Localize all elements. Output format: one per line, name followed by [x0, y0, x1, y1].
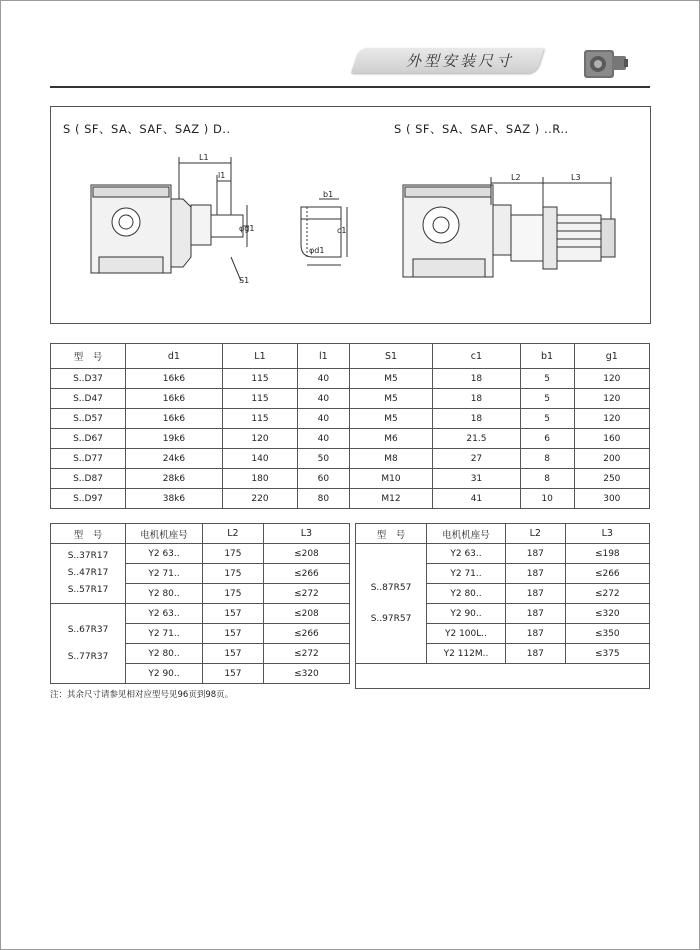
cell: 50	[298, 449, 350, 469]
cell: S..D67	[51, 429, 126, 449]
col-header-L2: L2	[506, 524, 566, 544]
cell: 157	[203, 624, 264, 644]
model-name: S..57R17	[67, 585, 109, 595]
cell: ≤272	[263, 644, 349, 664]
cell: 300	[574, 489, 649, 509]
col-header-d1: d1	[126, 344, 223, 369]
cell: Y2 90..	[126, 664, 203, 684]
cell: ≤208	[263, 544, 349, 564]
cell: S..D47	[51, 389, 126, 409]
cell: 18	[433, 409, 520, 429]
cell: 115	[222, 409, 297, 429]
cell: 24k6	[126, 449, 223, 469]
cell: ≤208	[263, 604, 349, 624]
gearbox-right-with-motor	[403, 185, 615, 277]
cell: 18	[433, 389, 520, 409]
cell: 60	[298, 469, 350, 489]
table-row-empty	[356, 664, 650, 689]
cell: 250	[574, 469, 649, 489]
cell: 27	[433, 449, 520, 469]
cell: 157	[203, 664, 264, 684]
table-header-row	[356, 524, 650, 544]
cell: Y2 100L..	[427, 624, 506, 644]
col-header-S1: S1	[349, 344, 433, 369]
table-header-row	[51, 524, 350, 544]
gearbox-left	[91, 185, 249, 273]
col-header-model: 型 号	[51, 344, 126, 369]
cell: 19k6	[126, 429, 223, 449]
dim-label-c1: c1	[337, 226, 347, 235]
cell: 157	[203, 604, 264, 624]
cell: Y2 112M..	[427, 644, 506, 664]
table-row	[51, 469, 650, 489]
cell: 28k6	[126, 469, 223, 489]
col-header-model: 型 号	[356, 524, 427, 544]
table-row	[51, 544, 350, 564]
cell: S..D77	[51, 449, 126, 469]
cell: Y2 80..	[126, 584, 203, 604]
dim-label-L3: L3	[571, 173, 581, 182]
cell: 175	[203, 564, 264, 584]
cell: 120	[574, 409, 649, 429]
cell: 220	[222, 489, 297, 509]
col-header-b1: b1	[520, 344, 574, 369]
cell: 40	[298, 429, 350, 449]
model-name: S..97R57	[370, 613, 412, 624]
cell: S..D37	[51, 369, 126, 389]
col-header-motor-frame: 电机机座号	[427, 524, 506, 544]
dim-label-l1: l1	[218, 171, 226, 180]
cell: 5	[520, 369, 574, 389]
cell: M5	[349, 369, 433, 389]
dim-label-L2: L2	[511, 173, 521, 182]
cell: ≤266	[565, 564, 649, 584]
cell: S..D57	[51, 409, 126, 429]
table-r17-r37-dimensions	[50, 523, 350, 684]
cell: Y2 71..	[427, 564, 506, 584]
cell: 157	[203, 644, 264, 664]
cell: 16k6	[126, 389, 223, 409]
dim-label-b1: b1	[323, 190, 334, 199]
model-group-cell	[356, 544, 427, 664]
cell: S..D87	[51, 469, 126, 489]
cell: 38k6	[126, 489, 223, 509]
cell: 21.5	[433, 429, 520, 449]
cell: M6	[349, 429, 433, 449]
col-header-motor-frame: 电机机座号	[126, 524, 203, 544]
cell: 31	[433, 469, 520, 489]
col-header-model: 型 号	[51, 524, 126, 544]
gear-motor-icon	[580, 44, 630, 84]
cell: 175	[203, 584, 264, 604]
cell: 8	[520, 469, 574, 489]
model-name: S..87R57	[370, 582, 412, 593]
cell: 16k6	[126, 369, 223, 389]
table-row	[51, 429, 650, 449]
cell: ≤266	[263, 624, 349, 644]
table-row	[51, 489, 650, 509]
cell: 8	[520, 449, 574, 469]
table-row	[51, 409, 650, 429]
col-header-L3: L3	[263, 524, 349, 544]
cell: 187	[506, 584, 566, 604]
cell: 16k6	[126, 409, 223, 429]
cell: 180	[222, 469, 297, 489]
model-name: S..77R37	[67, 651, 109, 662]
col-header-L1: L1	[222, 344, 297, 369]
col-header-L2: L2	[203, 524, 264, 544]
cell: ≤375	[565, 644, 649, 664]
model-name: S..47R17	[67, 568, 109, 578]
cell: M10	[349, 469, 433, 489]
col-header-g1: g1	[574, 344, 649, 369]
cell: Y2 63..	[126, 544, 203, 564]
table-row	[356, 544, 650, 564]
dim-label-d1: φd1	[309, 246, 325, 255]
empty-cell	[356, 664, 650, 689]
cell: S..D97	[51, 489, 126, 509]
cell: 187	[506, 544, 566, 564]
cell: 40	[298, 409, 350, 429]
model-name: S..67R37	[67, 624, 109, 635]
cell: ≤272	[263, 584, 349, 604]
cell: 200	[574, 449, 649, 469]
page-title: 外型安装尺寸	[405, 52, 514, 70]
cell: Y2 63..	[427, 544, 506, 564]
cell: 18	[433, 369, 520, 389]
cell: M12	[349, 489, 433, 509]
cell: 187	[506, 624, 566, 644]
cell: 6	[520, 429, 574, 449]
cell: Y2 63..	[126, 604, 203, 624]
table-row	[51, 449, 650, 469]
caption-motor-combination: S ( SF、SA、SAF、SAZ ) ..R..	[394, 122, 569, 136]
table-header-row	[51, 344, 650, 369]
table-row	[51, 369, 650, 389]
cell: ≤320	[263, 664, 349, 684]
cell: Y2 80..	[427, 584, 506, 604]
table-row	[51, 604, 350, 624]
footnote: 注：其余尺寸请参见相对应型号见96页到98页。	[50, 690, 234, 700]
cell: 80	[298, 489, 350, 509]
model-name: S..37R17	[67, 551, 109, 561]
cell: ≤266	[263, 564, 349, 584]
cell: ≤272	[565, 584, 649, 604]
cell: 40	[298, 389, 350, 409]
header-rule	[50, 86, 650, 88]
cell: M5	[349, 409, 433, 429]
caption-hollow-shaft: S ( SF、SA、SAF、SAZ ) D..	[63, 122, 231, 136]
table-d-series-dimensions	[50, 343, 650, 509]
cell: 187	[506, 604, 566, 624]
dimension-drawing	[51, 107, 650, 323]
cell: 120	[222, 429, 297, 449]
cell: 187	[506, 644, 566, 664]
cell: 187	[506, 564, 566, 584]
cell: 115	[222, 389, 297, 409]
col-header-l1: l1	[298, 344, 350, 369]
cell: Y2 71..	[126, 624, 203, 644]
cell: 5	[520, 409, 574, 429]
table-r57-dimensions	[355, 523, 650, 689]
cell: ≤198	[565, 544, 649, 564]
cell: ≤320	[565, 604, 649, 624]
cell: 140	[222, 449, 297, 469]
cell: 40	[298, 369, 350, 389]
col-header-c1: c1	[433, 344, 520, 369]
cell: 5	[520, 389, 574, 409]
cell: Y2 71..	[126, 564, 203, 584]
drawing-panel	[50, 106, 651, 324]
cell: 120	[574, 369, 649, 389]
cell: 10	[520, 489, 574, 509]
dim-label-L1: L1	[199, 153, 209, 162]
cell: Y2 90..	[427, 604, 506, 624]
dim-label-S1: S1	[239, 276, 250, 285]
cell: ≤350	[565, 624, 649, 644]
cell: M8	[349, 449, 433, 469]
cell: M5	[349, 389, 433, 409]
col-header-L3: L3	[565, 524, 649, 544]
model-group-cell	[51, 604, 126, 684]
table-row	[51, 389, 650, 409]
cell: Y2 80..	[126, 644, 203, 664]
cell: 115	[222, 369, 297, 389]
dim-label-g1: φg1	[239, 224, 255, 233]
cell: 160	[574, 429, 649, 449]
cell: 120	[574, 389, 649, 409]
cell: 175	[203, 544, 264, 564]
model-group-cell	[51, 544, 126, 604]
cell: 41	[433, 489, 520, 509]
